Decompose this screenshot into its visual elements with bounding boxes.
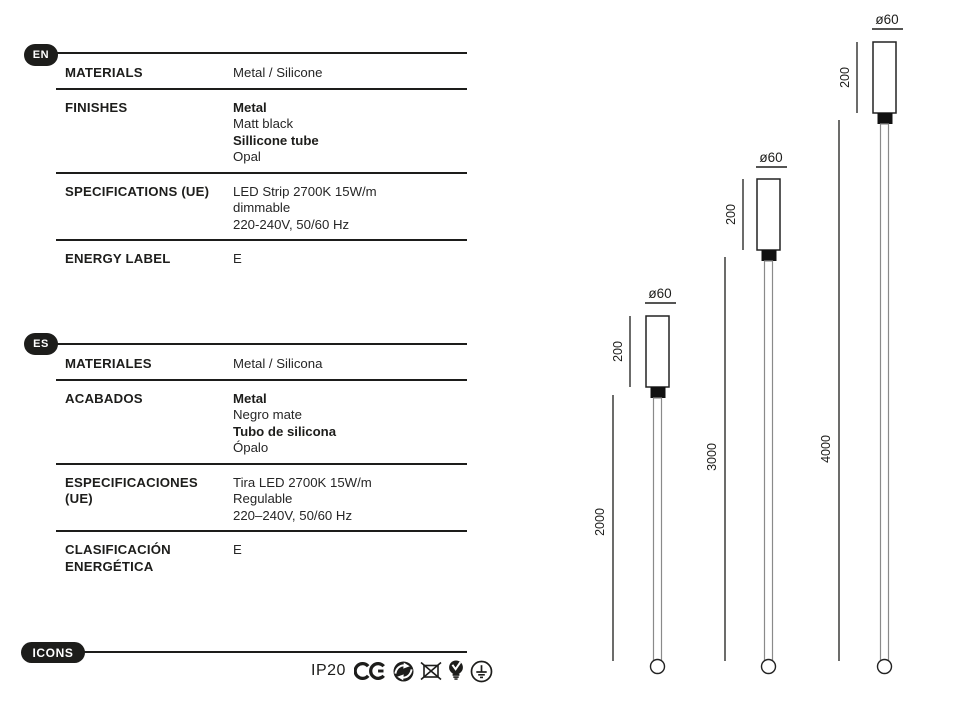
lamp-head [873, 42, 896, 113]
length-label: 4000 [819, 435, 833, 463]
lamp-connector [762, 250, 777, 261]
spec-label: MATERIALES [65, 356, 152, 371]
lamp-tube [765, 261, 773, 660]
section-rule-icons [60, 651, 467, 653]
section-tag-en-label: EN [32, 49, 50, 61]
spec-value: 220–240V, 50/60 Hz [233, 507, 353, 523]
spec-value: Tira LED 2700K 15W/m [233, 474, 372, 490]
lamp-tip [878, 660, 892, 674]
lamp-tube [654, 398, 662, 660]
section-tag-icons-label: ICONS [32, 645, 74, 660]
spec-value: Tubo de silicona [233, 423, 337, 439]
lamp-head [757, 179, 780, 250]
spec-table-en [56, 54, 467, 274]
diameter-label: ø60 [759, 150, 783, 165]
section-tag-es-label: ES [33, 338, 49, 350]
spec-value: 220-240V, 50/60 Hz [233, 216, 350, 232]
section-tag-es [24, 333, 58, 355]
spec-value: Negro mate [233, 407, 302, 422]
lamp-drawing-2000 [593, 286, 676, 674]
do-not-dispose-icon [420, 661, 442, 681]
spec-label: CLASIFICACIÓN ENERGÉTICA [65, 542, 171, 574]
spec-row-acabados [56, 379, 467, 463]
spec-row-energy-label [56, 239, 467, 274]
spec-row-finishes [56, 88, 467, 172]
ce-mark-icon [354, 660, 387, 682]
spec-value: E [233, 251, 242, 266]
spec-value: Matt black [233, 116, 294, 131]
lamp-tip [651, 660, 665, 674]
section-tag-en [24, 44, 58, 66]
spec-row-specifications [56, 172, 467, 240]
certification-icons-row [311, 659, 493, 683]
spec-value: E [233, 542, 242, 557]
spec-row-especificaciones [56, 463, 467, 531]
length-label: 2000 [593, 508, 607, 536]
replaceable-light-source-icon [448, 660, 464, 682]
green-dot-recycle-icon [393, 661, 414, 682]
lamp-tube [881, 124, 889, 660]
head-height-label: 200 [724, 204, 738, 225]
spec-value: Ópalo [233, 440, 269, 455]
lamp-head [646, 316, 669, 387]
spec-value: Metal / Silicona [233, 356, 323, 371]
spec-row-clasificacion [56, 530, 467, 581]
spec-label: FINISHES [65, 99, 128, 115]
spec-row-materiales [56, 345, 467, 379]
lamp-tip [762, 660, 776, 674]
spec-label: SPECIFICATIONS (UE) [65, 183, 210, 199]
diameter-label: ø60 [875, 12, 899, 27]
spec-row-materials [56, 54, 467, 88]
spec-table-es [56, 345, 467, 581]
protective-earth-icon [470, 660, 493, 683]
spec-value: Metal / Silicone [233, 65, 323, 80]
spec-value: Opal [233, 149, 261, 164]
lamp-connector [651, 387, 666, 398]
spec-label: ESPECIFICACIONES (UE) [65, 474, 198, 506]
section-tag-icons [21, 642, 85, 663]
spec-value: Metal [233, 390, 267, 406]
lamp-drawing-3000 [705, 150, 787, 674]
diameter-label: ø60 [648, 286, 672, 301]
lamp-connector [878, 113, 893, 124]
head-height-label: 200 [611, 341, 625, 362]
head-height-label: 200 [838, 67, 852, 88]
length-label: 3000 [705, 443, 719, 471]
spec-value: Metal [233, 99, 267, 115]
spec-value: Sillicone tube [233, 132, 319, 148]
spec-value: Regulable [233, 491, 293, 506]
spec-label: ENERGY LABEL [65, 251, 171, 266]
spec-value: LED Strip 2700K 15W/m [233, 183, 377, 199]
spec-label: MATERIALS [65, 65, 143, 80]
spec-label: ACABADOS [65, 390, 143, 406]
ip-rating: IP20 [311, 662, 346, 679]
lamp-drawing-4000 [819, 12, 903, 674]
spec-value: dimmable [233, 200, 291, 215]
